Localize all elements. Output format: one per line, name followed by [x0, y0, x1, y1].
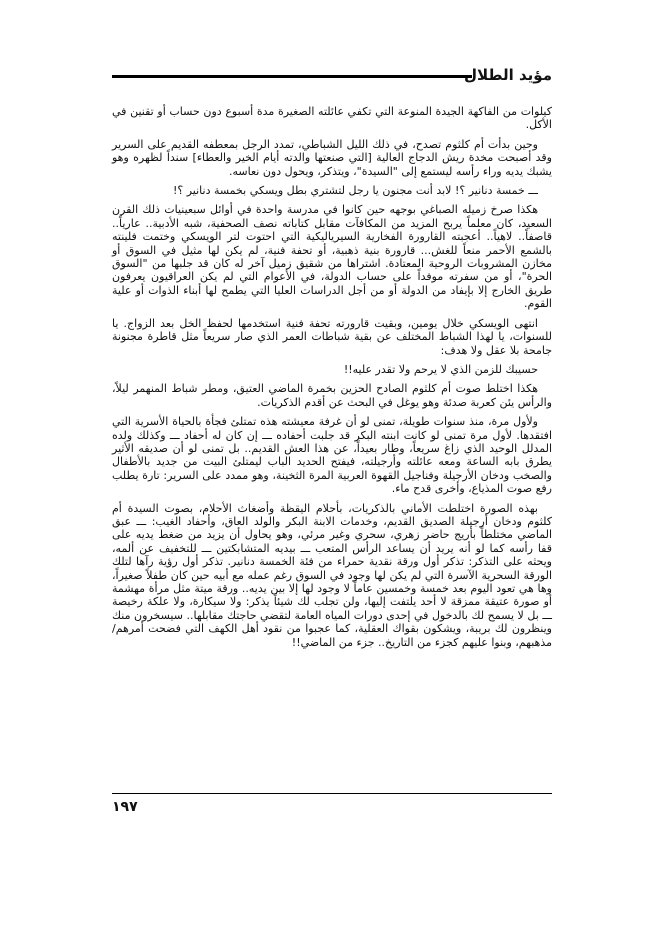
paragraph-3-dialogue: ـــ خمسة دنانير ؟! لابد أنت مجنون يا رجل لتشتري بطل ويسكي بخمسة دنانير ؟! — [172, 184, 538, 198]
header-title: مؤيد الطلال — [463, 66, 552, 84]
header-rule — [112, 75, 472, 78]
paragraph-7: هكذا اختلط صوت أم كلثوم الصادح الحزين بخمرة الماضي العتيق، ومطر شباط المنهمر ليلاً، والرأس يئن كعربة صدئة وهو يوغل في البحث عن أقدم الذكريات. — [112, 382, 552, 409]
paragraph-2: وحين بدأت أم كلثوم تصدح، في ذلك الليل الشباطي، تمدد الرجل بمعطفه القديم على السرير وقد أصبحت مخدة ريش الدجاج العالية [التي صنعتها والدته أيام الخير والعطاء] سنداً لظهره وهو يشبك يديه وراء رأسه ليستمع إلى "السيدة"، ويتذكر، ويحول دون نعاسه. — [112, 137, 552, 178]
footer-rule — [112, 793, 552, 794]
running-header — [112, 66, 552, 92]
paragraph-8: ولأول مرة، منذ سنوات طويلة، تمنى لو أن غرفة معيشته هذه تمتلئ فجأة بالحياة الأسرية التي افتقدها. لأول مرة تمنى لو كانت ابنته البكر قد جلبت أحفاده ـــ إن كان له أحفاد ـــ وكذلك ولده المدلل الوحيد الذي زاغ سريعاً، وطار بعيداً، عن هذا العش القديم.. بل تمنى لو أن صديقه الأثير يطرق بابه الساعة ومعه عائلته وأرجيلته، فيفتح الحديد الباب ليمتلئ البيت من جديد بالأطفال والصخب ودخان الأرجيلة وفناجيل القهوة العربية المرة الثخينة، وهو ممدد على السرير: تارة يطلب رفع صوت المذياع، وأخرى قدح ماء. — [112, 415, 552, 496]
body-text — [112, 105, 552, 655]
paragraph-5: انتهى الويسكي خلال يومين، وبقيت قارورته تحفة فنية استخدمها لحفظ الخل بعد الزواج. يا للسنوات، يا لهذا الشباط المختلف عن بقية شباطات العمر الذي صار سريعاً مثل قاطرة مجنونة جامحة بلا عقل ولا هدف: — [112, 316, 552, 357]
paragraph-9: بهذه الصورة اختلطت الأماني بالذكريات، بأحلام اليقظة وأضغاث الأحلام، بصوت السيدة أم كلثوم ودخان أرجيلة الصديق القديم، وخدمات الابنة البكر والولد العاق، وأحفاد الغيب: ـــ عبق الماضي مختلطاً بأريج حاضر زهري، سحري وغير مرئي، وهو يحاول أن يزيد من ضغط يديه على قفا رأسه كما لو أنه يريد أن يساعد الرأس المتعب ـــ بيديه المتشابكتين ـــ للتخفيف عن ألمه، ويحثه على التذكر: تذكر أول ورقة نقدية حمراء من فئة الخمسة دنانير. تذكر أول رؤية رآها لتلك الورقة السحرية الآسرة التي لم يكن لها وجود في السوق رغم عمله مع أبيه حين كان طفلاً صغيراً، وها هي تعود اليوم بعد خمسة وخمسين عاماً لا وجود لها إلا بين يديه.. ورقة ميتة مثل مرأة مهشمة أو صورة عتيقة ممزقة لا أحد يلتفت إليها، ولن تجلب لك شيئاً يذكر: ولا سيكارة، ولا علكة رخيصة ـــ بل لا يسمح لك بالدخول في إحدى دورات المياه العامة لتقضي حاجتك مقابلها.. سيسخرون منك وينظرون لك بريبة، ويشكون بقواك العقلية، كما عجبوا من نقود أهل الكهف التي فضحت أمرهم/ مذهبهم، وبنوا عليهم كجزء من التاريخ.. جزء من الماضي!! — [112, 501, 552, 649]
paragraph-1: كيلوات من الفاكهة الجيدة المنوعة التي تكفي عائلته الصغيرة مدة أسبوع دون حساب أو تقنين في الأكل. — [112, 105, 552, 132]
paragraph-6-lyric: حسيبك للزمن الذي لا يرحم ولا تقدر عليه!! — [343, 362, 538, 376]
page-number: ١٩٧ — [112, 799, 138, 815]
paragraph-4: هكذا صرخ زميله الصباغي بوجهه حين كانوا في مدرسة واحدة في أوائل سبعينيات ذلك القرن السعيد، كان معلماً يربح المزيد من المكافآت مقابل كتاباته نصف الصحفية، شبه الأدبية.. عارياً.. قاصفاً.. لاهياً.. أعجبته القارورة الفخارية السيرياليكية التي احتوت لتر الويسكي وختمت فلينته بالشمع الأحمر منعاً للغش... قارورة بنية ذهبية، أو تحفة فنية، لم يكن لها مثيل في السوق أو مخازن المشروبات الروحية المعتادة. اشتراها من شقيق زميل آخر له كان قد جلبها من "السوق الحرة"، أو من سفرته موفداً على حساب الدولة، في الأعوام التي لم يكن العراقيون يعرفون طريق الخارج إلا بإيفاد من الدولة أو من أجل الدراسات العليا التي يطمح لها أبناء الذوات أو علية القوم. — [112, 203, 552, 311]
